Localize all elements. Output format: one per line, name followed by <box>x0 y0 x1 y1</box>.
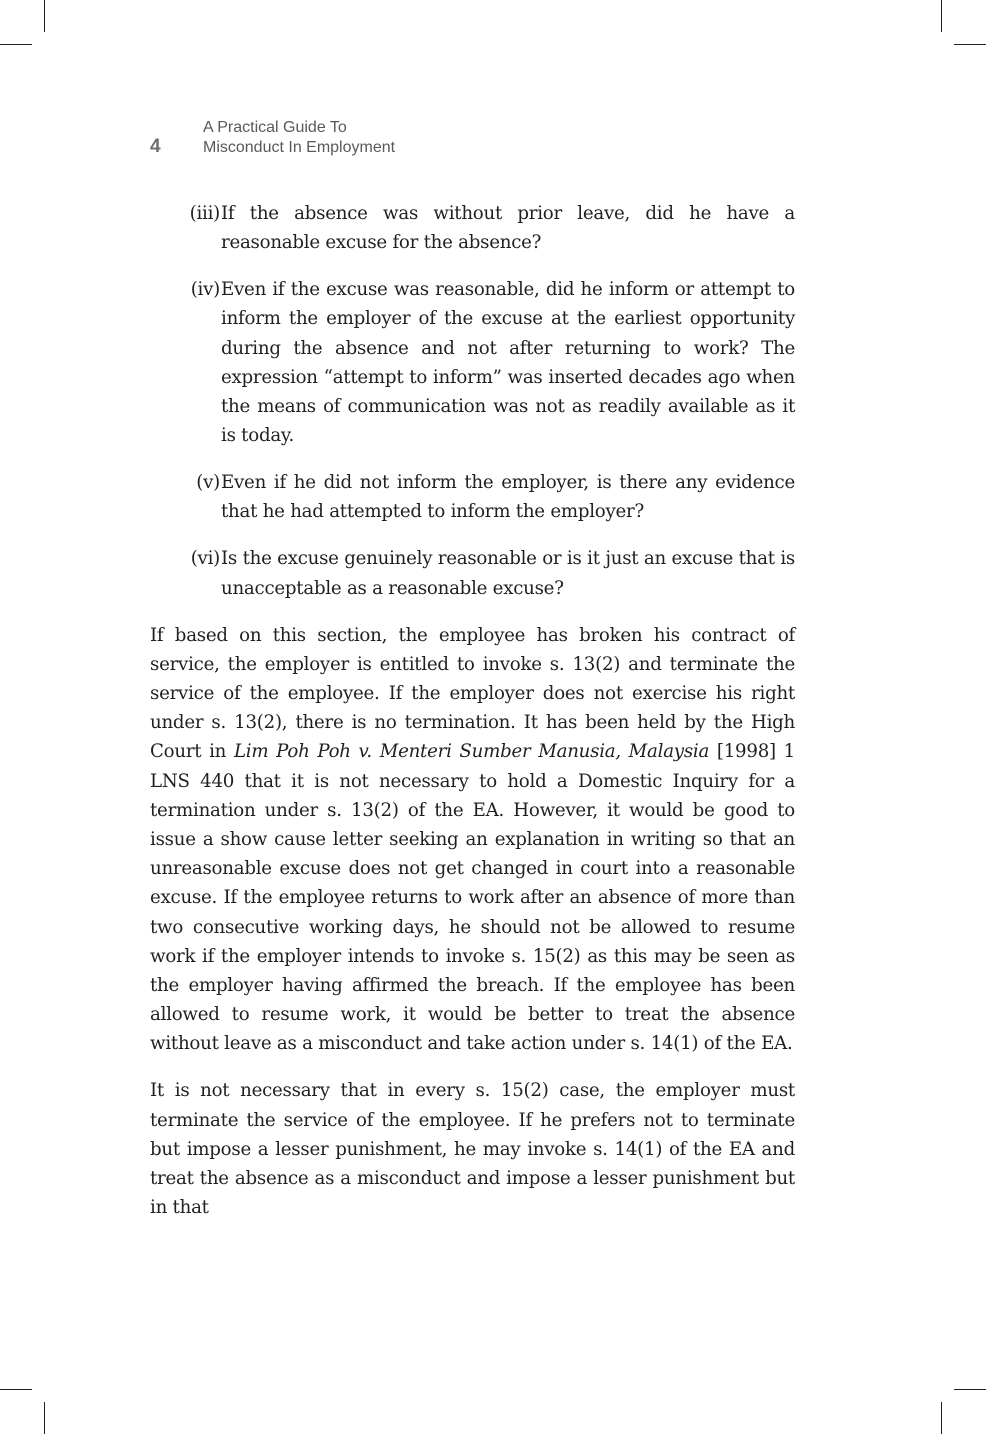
list-item <box>150 544 795 602</box>
list-item <box>150 275 795 450</box>
list-item-text: Even if he did not inform the employer, is there any evidence that he had attempted to inform the employer? <box>221 472 795 523</box>
crop-mark-top-right-horizontal <box>954 44 986 45</box>
body-paragraph-lesser-punishment: It is not necessary that in every s. 15(2) case, the employer must terminate the service of the employee. If he prefers not to terminate but impose a lesser punishment, he may invoke s. 14(1) of the EA and treat the absence as a misconduct and impose a lesser punishment but in that <box>150 1080 795 1219</box>
book-title-line-1: A Practical Guide To <box>203 119 347 136</box>
page-number: 4 <box>150 136 161 157</box>
list-item <box>150 468 795 526</box>
list-item-marker: (vi) <box>190 548 220 570</box>
list-item-text: If the absence was without prior leave, did he have a reasonable excuse for the absence? <box>221 203 795 254</box>
book-title-line-2: Misconduct In Employment <box>203 139 396 156</box>
crop-mark-bottom-right-horizontal <box>954 1389 986 1390</box>
crop-mark-top-left-horizontal <box>0 44 32 45</box>
list-item-marker: (v) <box>196 472 220 494</box>
list-item-marker: (iii) <box>189 203 220 224</box>
book-title <box>203 118 395 158</box>
list-item-text: Even if the excuse was reasonable, did he inform or attempt to inform the employer of the excuse at the earliest opportunity during the absence and not after returning to work? The expression “attempt to inform” was inserted decades ago when the means of communication was not as readily available as it is today. <box>221 279 795 447</box>
list-item-marker: (iv) <box>190 279 220 301</box>
crop-mark-bottom-left-vertical <box>44 1402 45 1434</box>
list-item-text: Is the excuse genuinely reasonable or is it just an excuse that is unacceptable as a reasonable excuse? <box>221 548 795 599</box>
crop-mark-top-left-vertical <box>44 0 45 32</box>
case-citation: Lim Poh Poh v. Menteri Sumber Manusia, Malaysia <box>233 741 710 763</box>
paragraph-text-before-case: If based on this section, the employee has broken his contract of service, the employer is entitled to invoke s. 13(2) and terminate the service of the employee. If the employer does not exercise his right under s. 13(2), there is no termination. It has been held by the High Court in <box>150 624 795 763</box>
crop-mark-bottom-left-horizontal <box>0 1389 32 1390</box>
paragraph-text-after-case: [1998] 1 LNS 440 that it is not necessary to hold a Domestic Inquiry for a termination under s. 13(2) of the EA. However, it would be good to issue a show cause letter seeking an explanation in writing so that an unreasonable excuse does not get changed in court into a reasonable excuse. If the employee returns to work after an absence of more than two consecutive working days, he should not be allowed to resume work if the employer intends to invoke s. 15(2) as this may be seen as the employer having affirmed the breach. If the employee has been allowed to resume work, it would be better to treat the absence without leave as a misconduct and take action under s. 14(1) of the EA. <box>150 741 795 1055</box>
page-body <box>150 199 795 1222</box>
running-header <box>150 118 550 162</box>
list-item <box>150 199 795 257</box>
crop-mark-top-right-vertical <box>941 0 942 32</box>
body-paragraph-termination <box>150 621 795 1059</box>
crop-mark-bottom-right-vertical <box>941 1402 942 1434</box>
